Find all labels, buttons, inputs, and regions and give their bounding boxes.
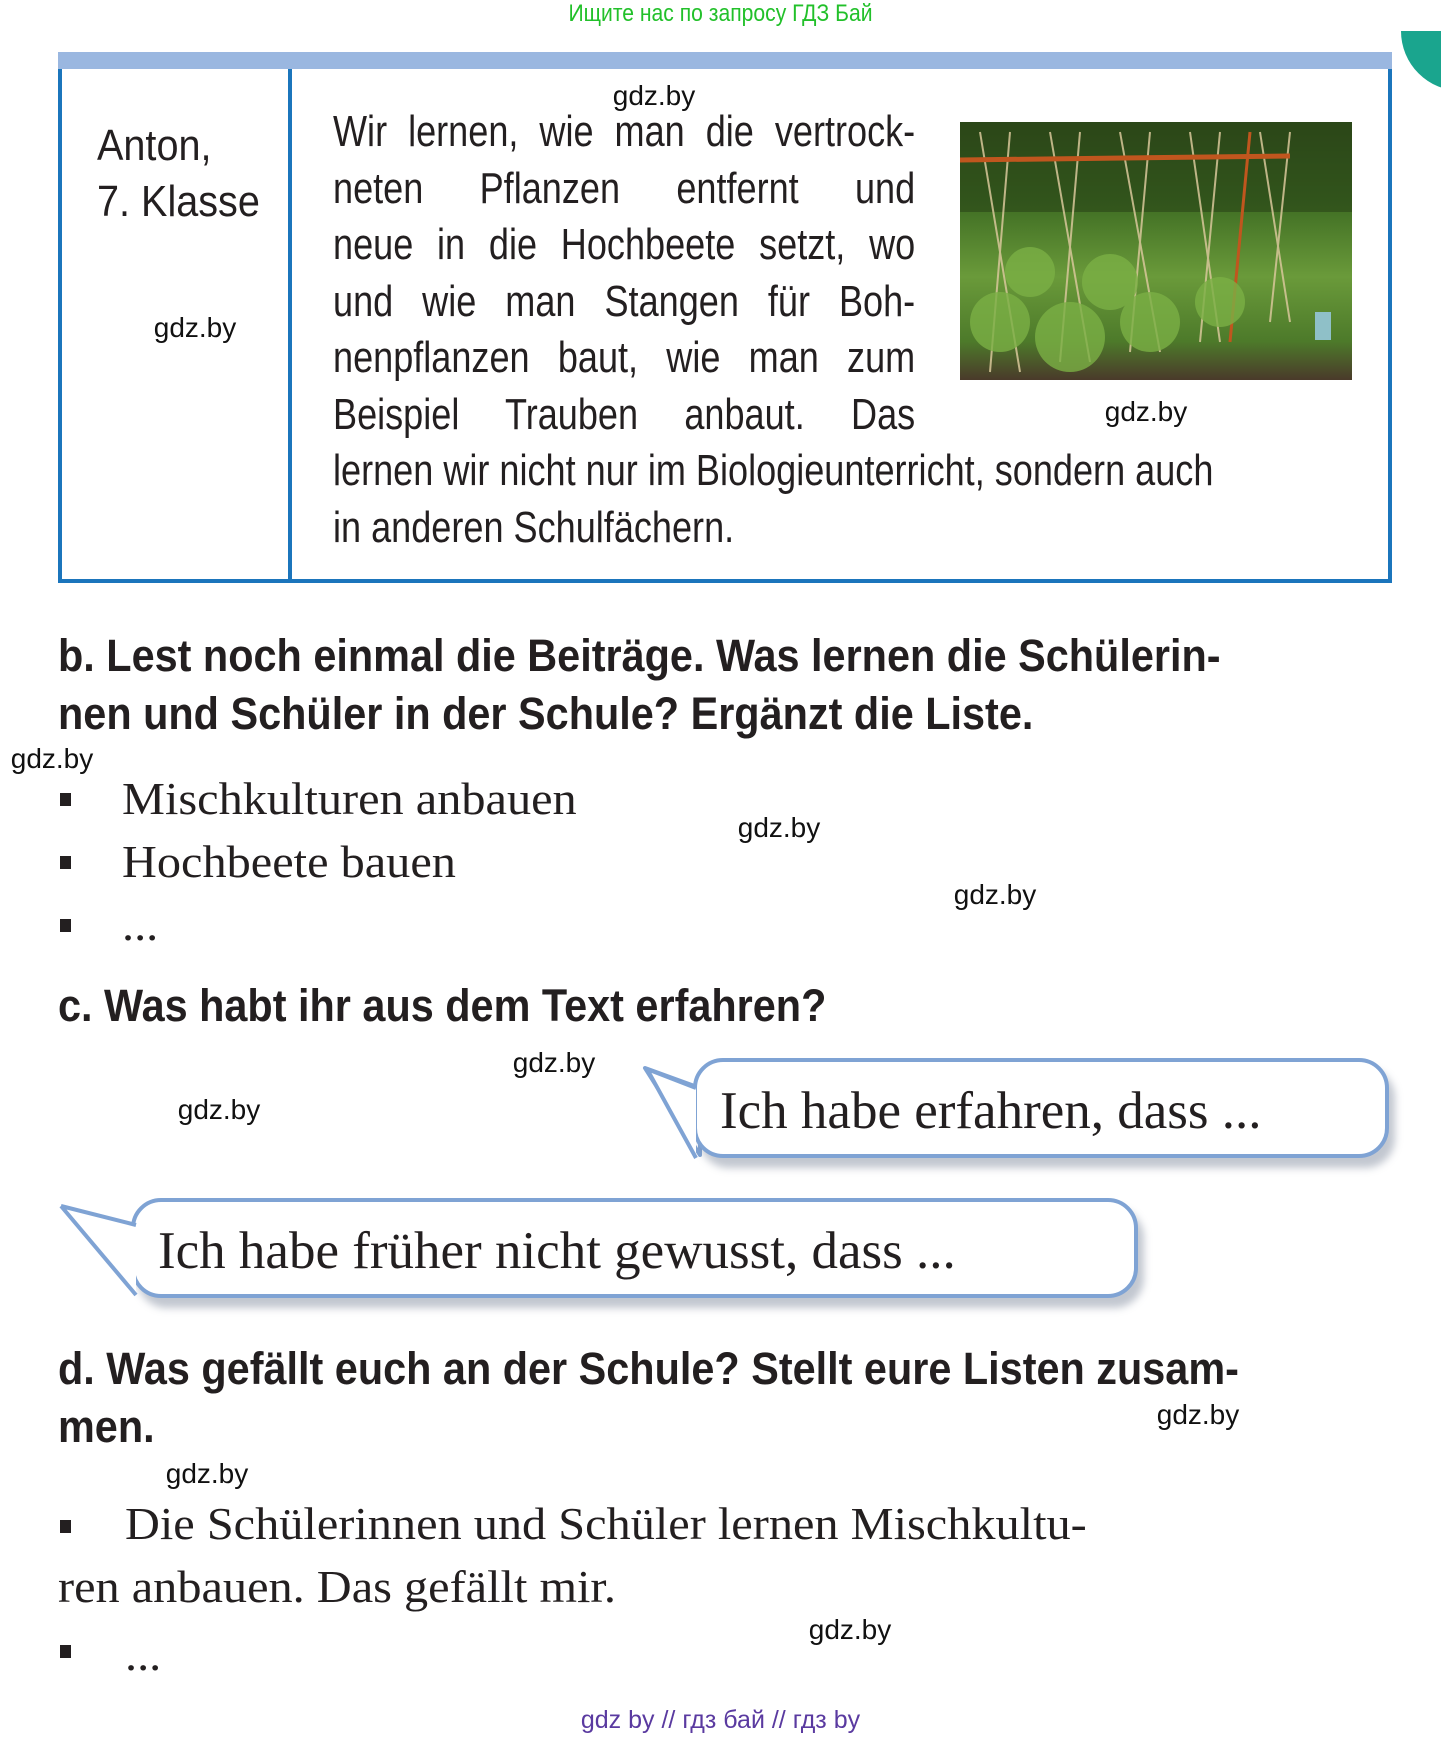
- watermark: gdz.by: [10, 743, 94, 774]
- post-author: [97, 118, 260, 230]
- post-line: Beispiel Trauben anbaut. Das: [333, 389, 916, 439]
- watermark: gdz.by: [612, 80, 696, 111]
- watermark: gdz.by: [1156, 1399, 1240, 1430]
- post-line: Wir lernen, wie man die vertrock-: [333, 107, 916, 156]
- list-bullet: [60, 856, 71, 869]
- bubble-2-text: Ich habe früher nicht gewusst, dass ...: [158, 1222, 956, 1280]
- list-item: ...: [125, 1629, 162, 1680]
- task-b-heading-line: nen und Schüler in der Schule? Ergänzt die Liste.: [58, 688, 1034, 739]
- post-line: neten Pflanzen entfernt und: [333, 163, 916, 213]
- watermark: gdz.by: [808, 1614, 892, 1645]
- post-line: nenpflanzen baut, wie man zum: [333, 333, 916, 382]
- task-d-heading: [58, 1340, 1346, 1456]
- post-line: in anderen Schulfächern.: [333, 502, 735, 552]
- post-line: lernen wir nicht nur im Biologieunterricht, sondern auch: [333, 446, 1214, 495]
- task-b-heading: [58, 627, 1346, 743]
- list-bullet: [60, 1520, 71, 1533]
- watermark: gdz.by: [1104, 396, 1188, 427]
- speech-bubble-tail-fill: [644, 1066, 704, 1166]
- list-item: Die Schülerinnen und Schüler lernen Mischkultu-: [125, 1498, 1087, 1549]
- search-hint-banner: Ищите нас по запросу ГДЗ Бай: [568, 0, 873, 27]
- bubble-1-text: Ich habe erfahren, dass ...: [720, 1082, 1262, 1140]
- post-line: neue in die Hochbeete setzt, wo: [333, 220, 916, 269]
- list-bullet: [60, 919, 71, 932]
- watermark: gdz.by: [512, 1047, 596, 1078]
- task-d-heading-line: men.: [58, 1401, 155, 1452]
- list-item: ...: [122, 899, 159, 950]
- garden-bean-poles-photo: [960, 122, 1352, 380]
- list-bullet: [60, 793, 71, 806]
- watermark: gdz.by: [165, 1458, 249, 1489]
- list-item: Hochbeete bauen: [122, 836, 456, 887]
- post-line: und wie man Stangen für Boh-: [333, 276, 916, 326]
- post-box-header-bar: [58, 52, 1392, 69]
- watermark: gdz.by: [177, 1094, 261, 1125]
- author-class: 7. Klasse: [97, 177, 260, 226]
- task-d-heading-line: d. Was gefällt euch an der Schule? Stellt eure Listen zusam-: [58, 1343, 1239, 1394]
- task-b-heading-line: b. Lest noch einmal die Beiträge. Was lernen die Schülerin-: [58, 630, 1221, 681]
- list-bullet: [60, 1645, 71, 1658]
- watermark: gdz.by: [953, 879, 1037, 910]
- watermark: gdz.by: [737, 812, 821, 843]
- post-box-divider: [288, 69, 292, 583]
- page-corner-decoration: [1401, 31, 1441, 91]
- task-c-heading: c. Was habt ihr aus dem Text erfahren?: [58, 980, 827, 1031]
- list-item: Mischkulturen anbauen: [122, 773, 577, 824]
- footer-links: gdz by // гдз бай // гдз by: [580, 1706, 861, 1734]
- speech-bubble-2-tail: [58, 1203, 148, 1303]
- author-name: Anton,: [97, 121, 212, 170]
- list-item-continuation: ren anbauen. Das gefällt mir.: [58, 1561, 616, 1612]
- watermark: gdz.by: [153, 312, 237, 343]
